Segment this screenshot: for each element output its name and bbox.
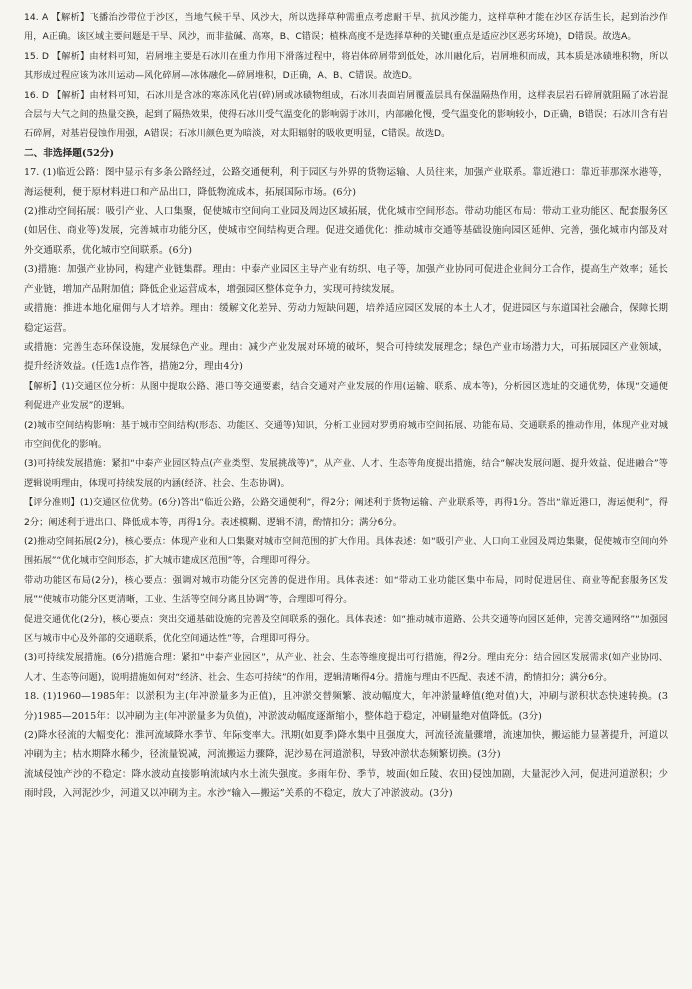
analysis-17-2: (2)城市空间结构影响：基于城市空间结构(形态、功能区、交通等)知识，分析工业园对罗勇府城市空间拓展、功能布局、交通联系的推动作用，体现产业对城市空间优化的影响。 <box>24 419 668 450</box>
answer-17-2: (2)推动空间拓展：吸引产业、人口集聚，促使城市空间向工业园及周边区域拓展，优化城市空间形态。带动功能区布局：带动工业功能区、配套服务区(如居住、商业等)发展，完善城市功能分区，使城市空间结构更合理。促进交通优化：推动城市交通等基础设施向园区延伸、完善，强化城市内部及对外交通联系，优化城市空间联系。(6分) <box>24 206 668 256</box>
section-heading: 二、非选择题(52分) <box>24 147 115 159</box>
scoring-17-2c: 促进交通优化(2分)，核心要点：突出交通基础设施的完善及空间联系的强化。具体表述：如“推动城市道路、公共交通等向园区延伸，完善交通网络”“加强园区与城市中心及外部的交通联系，优化空间通达性”等，合理即可得分。 <box>24 613 668 644</box>
answer-17-3: (3)措施：加强产业协同，构建产业链集群。理由：中泰产业园区主导产业有纺织、电子等，加强产业协同可促进企业间分工合作，提高生产效率；延长产业链，增加产品附加值；降低企业运营成本，增强园区整体竞争力，实现可持续发展。 <box>24 264 668 295</box>
answer-14: 14. A 【解析】飞播治沙带位于沙区，当地气候干旱、风沙大，所以选择草种需重点考虑耐干旱、抗风沙能力，这样草种才能在沙区存活生长，起到治沙作用，A正确。该区域主要问题是干旱、风沙，而非盐碱、高寒，B、C错误；植株高度不是选择草种的关键(重点是适应沙区恶劣环境)，D错误。故选A。 <box>24 12 668 43</box>
answer-18-1: 18. (1)1960—1985年：以淤积为主(年冲淤量多为正值)，且冲淤交替频繁、波动幅度大，年冲淤量峰值(绝对值)大，冲刷与淤积状态快速转换。(3分)1985—2015年：以冲刷为主(年冲淤量多为负值)，冲淤波动幅度逐渐缩小，整体趋于稳定，冲刷量绝对值降低。(3分) <box>24 691 668 722</box>
answer-18-2a: (2)降水径流的大幅变化：淮河流域降水季节、年际变率大。汛期(如夏季)降水集中且强度大，河流径流量骤增，流速加快，搬运能力显著提升，河道以冲刷为主；枯水期降水稀少，径流量锐减，河流搬运力骤降，泥沙易在河道淤积，导致冲淤状态频繁切换。(3分) <box>24 730 668 761</box>
scoring-17-2b: 带动功能区布局(2分)，核心要点：强调对城市功能分区完善的促进作用。具体表述：如“带动工业功能区集中布局，同时促进居住、商业等配套服务区发展”“使城市功能分区更清晰，工业、生活等空间分离且协调”等，合理即可得分。 <box>24 574 668 606</box>
answer-16: 16. D 【解析】由材料可知，石冰川是含冰的寒冻风化岩(碎)屑或冰碛物组成，石冰川表面岩屑覆盖层具有保温隔热作用，这样表层岩石碎屑就阻隔了冰岩混合层与大气之间的热量交换，起到了隔热效果，使得石冰川受气温变化的影响弱于冰川，内部融化慢，受气温变化的影响较小，D正确，B错误；石冰川含有岩石碎屑，对基岩侵蚀作用强，A错误；石冰川颜色更为暗淡，对太阳辐射的吸收更明显，C错误。故选D。 <box>24 89 668 140</box>
analysis-17-3: (3)可持续发展措施：紧扣“中泰产业园区特点(产业类型、发展挑战等)”，从产业、人才、生态等角度提出措施，结合“解决发展问题、提升效益、促进融合”等逻辑说明理由，体现可持续发展的内涵(经济、社会、生态协调)。 <box>24 458 668 489</box>
scoring-17-3: (3)可持续发展措施。(6分)措施合理：紧扣“中泰产业园区”，从产业、社会、生态等维度提出可行措施，得2分。理由充分：结合园区发展需求(如产业协同、人才、生态等问题)，说明措施如何对“经济、社会、生态可持续”的作用，逻辑清晰得4分。措施与理由不匹配、表述不清，酌情扣分；满分6分。 <box>24 652 668 683</box>
scoring-17-1: 【评分准则】(1)交通区位优势。(6分)答出“临近公路，公路交通便利”，得2分；阐述利于货物运输、产业联系等，再得1分。答出“靠近港口，海运便利”，得2分；阐述利于进出口、降低成本等，再得1分。表述模糊、逻辑不清，酌情扣分；满分6分。 <box>24 497 668 528</box>
answer-15: 15. D 【解析】由材料可知，岩屑堆主要是石冰川在重力作用下滑落过程中，将岩体碎屑带到低处，冰川融化后，岩屑堆积而成，其本质是冰碛堆积物，所以其形成过程应该为冰川运动—风化碎屑—冰体融化—碎屑堆积，D正确，A、B、C错误。故选D。 <box>24 50 668 82</box>
scoring-17-2a: (2)推动空间拓展(2分)，核心要点：体现产业和人口集聚对城市空间范围的扩大作用。具体表述：如“吸引产业、人口向工业园及周边集聚，促使城市空间向外围拓展”“优化城市空间形态，扩大城市建成区范围”等，合理即可得分。 <box>24 535 668 567</box>
analysis-17-1: 【解析】(1)交通区位分析：从图中提取公路、港口等交通要素，结合交通对产业发展的作用(运输、联系、成本等)，分析园区选址的交通优势，体现“交通便利促进产业发展”的逻辑。 <box>24 380 668 412</box>
answer-17-1: 17. (1)临近公路：图中显示有多条公路经过，公路交通便利，利于园区与外界的货物运输、人员往来，加强产业联系。靠近港口：靠近菲那深水港等，海运便利，便于原材料进口和产品出口，降低物流成本，拓展国际市场。(6分) <box>24 167 668 198</box>
answer-17-3-alt2: 或措施：完善生态环保设施，发展绿色产业。理由：减少产业发展对环境的破坏，契合可持续发展理念；绿色产业市场潜力大，可拓展园区产业领域，提升经济效益。(任选1点作答，措施2分，理由4分) <box>24 341 668 373</box>
answer-17-3-alt1: 或措施：推进本地化雇佣与人才培养。理由：缓解文化差异、劳动力短缺问题，培养适应园区发展的本土人才，促进园区与东道国社会融合，保障长期稳定运营。 <box>24 303 668 334</box>
answer-18-2b: 流域侵蚀产沙的不稳定：降水波动直接影响流域内水土流失强度。多雨年份、季节，坡面(如丘陵、农田)侵蚀加剧，大量泥沙入河，促进河道淤积；少雨时段，入河泥沙少，河道又以冲刷为主。水沙“输入—搬运”关系的不稳定，放大了冲淤波动。(3分) <box>24 768 668 800</box>
